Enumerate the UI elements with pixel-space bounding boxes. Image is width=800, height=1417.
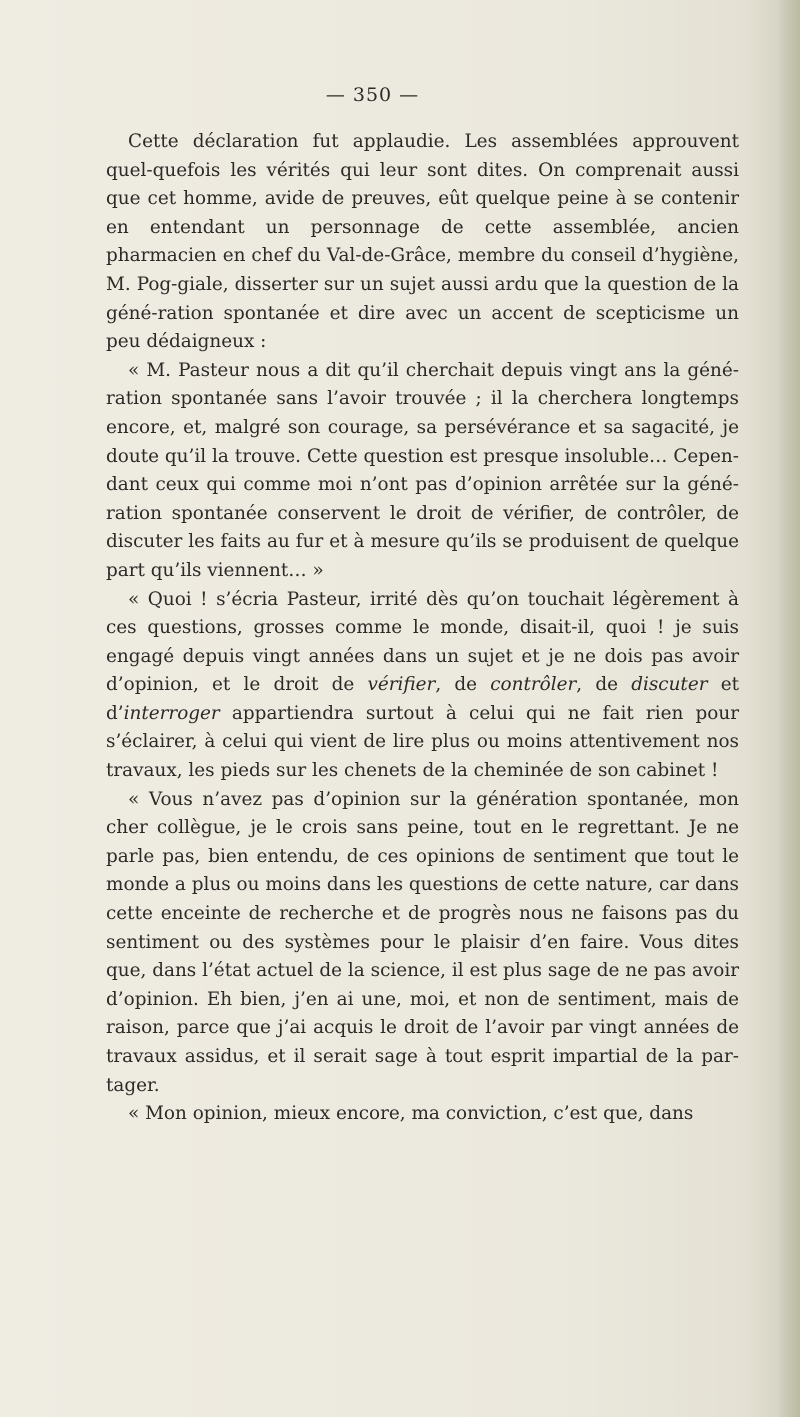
paragraph-3-text: appartiendra surtout à celui qui ne fait rien pour s’éclairer, à celui qui vient de lire plus ou moins attentivement nos travaux, les pieds sur les chenets de la cheminée de son cabinet ! (106, 702, 739, 782)
paragraph-5: « Mon opinion, mieux encore, ma conviction, c’est que, dans (128, 1103, 694, 1125)
paragraph-3-text: , de (576, 674, 632, 696)
paragraph-3-text: « Quoi ! s’écria Pasteur, irrité dès qu’on touchait légèrement à ces questions, grosses comme le monde, disait-il, quoi ! je suis engagé depuis vingt années dans un sujet et je ne dois pas avoir d’opinion, et le droit de (106, 588, 739, 696)
paragraph-3 (106, 586, 739, 786)
page-number: — 350 — (325, 84, 420, 106)
emphasis-verifier: vérifier (367, 674, 436, 696)
paragraph-1: Cette déclaration fut applaudie. Les assemblées approuvent quel-quefois les vérités qui leur sont dites. On comprenait aussi que cet homme, avide de preuves, eût quelque peine à se contenir en entendant un personnage de cette assemblée, ancien pharmacien en chef du Val-de-Grâce, membre du conseil d’hygiène, M. Pog-giale, disserter sur un sujet aussi ardu que la question de la géné-ration spontanée et dire avec un accent de scepticisme un peu dédaigneux : (106, 131, 739, 353)
paragraph-2: « M. Pasteur nous a dit qu’il cherchait depuis vingt ans la géné-ration spontanée sans l’avoir trouvée ; il la cherchera longtemps encore, et, malgré son courage, sa persévérance et sa sagacité, je doute qu’il la trouve. Cette question est presque insoluble… Cepen-dant ceux qui comme moi n’ont pas d’opinion arrêtée sur la géné-ration spontanée conservent le droit de vérifier, de contrôler, de discuter les faits au fur et à mesure qu’ils se produisent de quelque part qu’ils viennent… » (106, 359, 739, 581)
paragraph-3-text: , de (435, 674, 491, 696)
emphasis-discuter: discuter (631, 674, 708, 696)
paragraph-3-text: et d’ (106, 674, 739, 724)
emphasis-controler: contrôler (490, 674, 577, 696)
page-edge-shadow (778, 0, 800, 1417)
body-text (106, 128, 739, 1129)
emphasis-interroger: interroger (123, 702, 220, 724)
paragraph-4: « Vous n’avez pas d’opinion sur la génération spontanée, mon cher collègue, je le crois sans peine, tout en le regrettant. Je ne parle pas, bien entendu, de ces opinions de sentiment que tout le monde a plus ou moins dans les questions de cette nature, car dans cette enceinte de recherche et de progrès nous ne faisons pas du sentiment ou des systèmes pour le plaisir d’en faire. Vous dites que, dans l’état actuel de la science, il est plus sage de ne pas avoir d’opinion. Eh bien, j’en ai une, moi, et non de sentiment, mais de raison, parce que j’ai acquis le droit de l’avoir par vingt années de travaux assidus, et il serait sage à tout esprit impartial de la par-tager. (106, 788, 739, 1096)
